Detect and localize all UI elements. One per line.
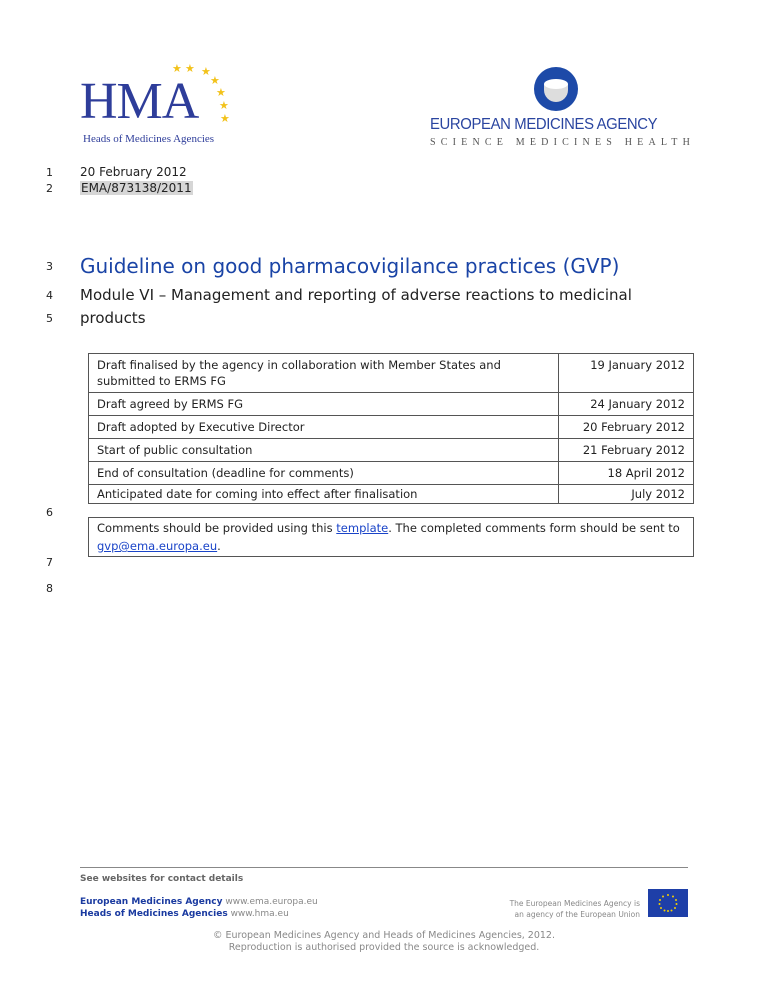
copyright-line: © European Medicines Agency and Heads of Medicines Agencies, 2012. xyxy=(212,930,556,941)
eu-note-line: The European Medicines Agency is xyxy=(509,899,640,908)
ema-logo-name: EUROPEAN MEDICINES AGENCY xyxy=(430,116,658,133)
timeline-label: End of consultation (deadline for comments) xyxy=(89,462,559,485)
timeline-date: 18 April 2012 xyxy=(559,462,694,485)
timeline-date: 21 February 2012 xyxy=(559,439,694,462)
star-icon: ★ xyxy=(216,86,226,99)
comments-text: . The completed comments form should be sent to xyxy=(388,521,680,535)
ema-logo xyxy=(420,65,700,150)
reproduction-line: Reproduction is authorised provided the source is acknowledged. xyxy=(228,942,540,953)
timeline-date: 24 January 2012 xyxy=(559,393,694,416)
timeline-label: Draft agreed by ERMS FG xyxy=(89,393,559,416)
eu-flag-icon xyxy=(648,889,688,917)
document-reference: EMA/873138/2011 xyxy=(81,181,192,195)
table-row xyxy=(89,485,694,504)
timeline-label: Draft adopted by Executive Director xyxy=(89,416,559,439)
ema-logo-tagline: SCIENCE MEDICINES HEALTH xyxy=(430,137,695,148)
timeline-date: July 2012 xyxy=(559,485,694,504)
footer-contact-heading: See websites for contact details xyxy=(80,874,244,884)
line-number: 2 xyxy=(46,182,53,195)
table-row xyxy=(89,462,694,485)
star-icon: ★ xyxy=(219,99,229,112)
hma-logo xyxy=(80,62,260,152)
page-title: Guideline on good pharmacovigilance practices (GVP) xyxy=(80,254,620,278)
template-link[interactable]: template xyxy=(336,521,389,535)
comments-text: Comments should be provided using this xyxy=(97,521,337,535)
table-row xyxy=(89,416,694,439)
table-row xyxy=(89,439,694,462)
star-icon: ★ xyxy=(172,62,182,75)
eu-note-line: an agency of the European Union xyxy=(514,910,640,919)
footer-contacts xyxy=(80,896,318,920)
ema-emblem-icon xyxy=(533,66,579,112)
line-number: 1 xyxy=(46,166,53,179)
timeline-date: 20 February 2012 xyxy=(559,416,694,439)
hma-logo-subtitle: Heads of Medicines Agencies xyxy=(83,133,215,145)
timeline-table xyxy=(88,353,694,504)
footer-ema-name: European Medicines Agency xyxy=(80,897,223,907)
line-number: 7 xyxy=(46,556,53,569)
star-icon: ★ xyxy=(220,112,230,125)
line-number: 6 xyxy=(46,506,53,519)
star-icon: ★ xyxy=(201,65,211,78)
star-icon: ★ xyxy=(210,74,220,87)
timeline-label: Anticipated date for coming into effect after finalisation xyxy=(89,485,559,504)
line-number: 3 xyxy=(46,260,53,273)
table-row xyxy=(89,393,694,416)
comments-text: . xyxy=(217,539,221,553)
line-number: 8 xyxy=(46,582,53,595)
line-number: 5 xyxy=(46,312,53,325)
timeline-date: 19 January 2012 xyxy=(559,354,694,393)
email-link[interactable]: gvp@ema.europa.eu xyxy=(97,539,218,553)
line-number: 4 xyxy=(46,289,53,302)
table-row xyxy=(89,354,694,393)
footer-divider xyxy=(80,867,688,868)
footer-hma-url[interactable]: www.hma.eu xyxy=(230,909,289,919)
eu-agency-note xyxy=(480,898,640,920)
document-date: 20 February 2012 xyxy=(80,165,187,179)
hma-logo-text: HMA xyxy=(80,73,199,130)
star-icon: ★ xyxy=(185,62,195,75)
footer-hma-name: Heads of Medicines Agencies xyxy=(80,909,228,919)
copyright xyxy=(0,930,768,954)
timeline-label: Draft finalised by the agency in collaboration with Member States and submitted to ERMS FG xyxy=(89,354,559,393)
timeline-label: Start of public consultation xyxy=(89,439,559,462)
page-subtitle: Module VI – Management and reporting of adverse reactions to medicinal products xyxy=(80,286,632,327)
comments-box xyxy=(88,517,694,557)
footer-ema-url[interactable]: www.ema.europa.eu xyxy=(225,897,318,907)
